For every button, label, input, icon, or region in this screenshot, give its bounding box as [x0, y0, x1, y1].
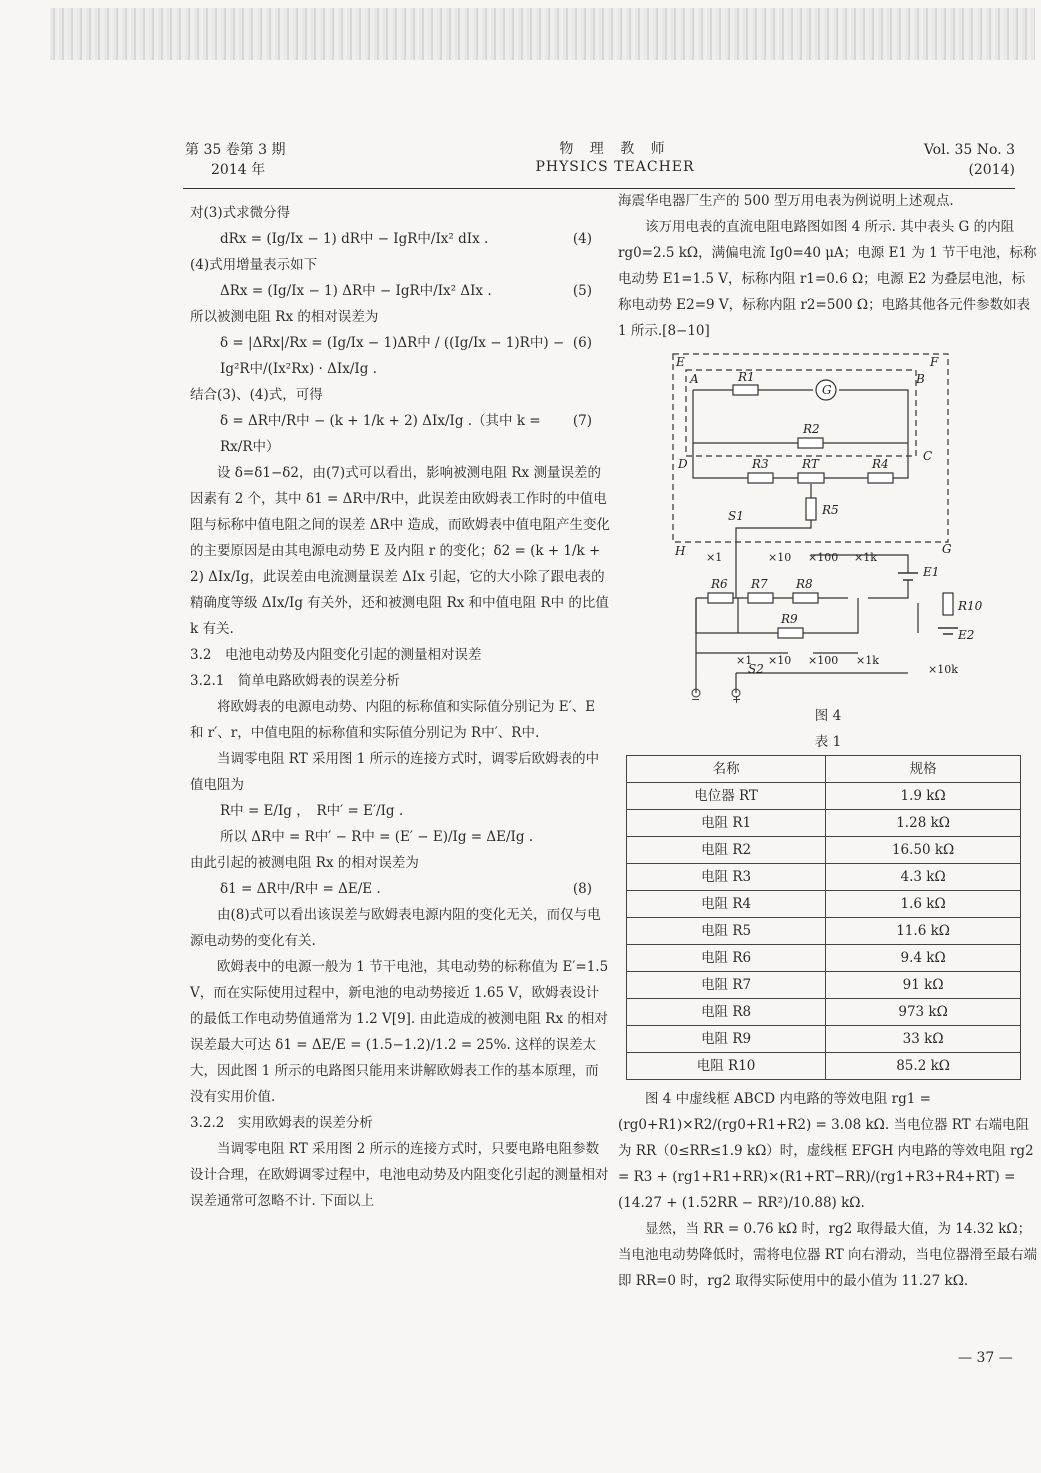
component-spec: 973 kΩ	[826, 999, 1021, 1026]
component-name: 电阻 R9	[627, 1026, 826, 1053]
paragraph: 当调零电阻 RT 采用图 1 所示的连接方式时，调零后欧姆表的中值电阻为	[190, 751, 600, 793]
table-row	[627, 1053, 1021, 1080]
label-RT: RT	[802, 457, 819, 471]
label-R1: R1	[738, 370, 755, 384]
equation-number: (8)	[572, 881, 592, 897]
label-R10: R10	[958, 599, 983, 613]
vol-no: Vol. 35 No. 3	[923, 142, 1015, 158]
column-header: 规格	[826, 756, 1021, 783]
label-R9: R9	[781, 612, 798, 626]
equation-5	[190, 278, 610, 304]
table-row	[627, 837, 1021, 864]
label-R6: R6	[711, 577, 728, 591]
scan-artifact-bar	[50, 8, 1035, 60]
resistor-R10	[943, 593, 953, 615]
volume-issue: 第 35 卷第 3 期	[185, 142, 286, 158]
label-H: H	[675, 544, 686, 558]
equation-number: (6)	[572, 335, 592, 351]
equation-text: ΔRx = (Ig/Ix − 1) ΔR中 − IgR中/Ix² ΔIx .	[220, 283, 492, 299]
label-G: G	[942, 542, 952, 556]
label-E1: E1	[923, 565, 940, 579]
range-label: ×10k	[928, 663, 958, 676]
table-row	[627, 999, 1021, 1026]
year: 2014 年	[211, 162, 266, 178]
equation-7	[190, 408, 610, 460]
label-B: B	[916, 372, 925, 386]
paragraph: 由此引起的被测电阻 Rx 的相对误差为	[190, 855, 419, 871]
equation: R中 = E/Ig ， R中′ = E′/Ig .	[220, 803, 404, 819]
resistor-R4	[868, 473, 893, 483]
label-A: A	[690, 372, 699, 386]
paragraph: 显然，当 RR = 0.76 kΩ 时，rg2 取得最大值，为 14.32 kΩ；当电池电动势降低时，需将电位器 RT 向右滑动，当电位器滑至最右端即 RR=0 时，rg2 取得实际使用中的最小值为 11.27 kΩ.	[618, 1221, 1038, 1289]
equation-number: (4)	[572, 231, 592, 247]
component-name: 电阻 R4	[627, 891, 826, 918]
paragraph: 欧姆表中的电源一般为 1 节干电池，其电动势的标称值为 E′=1.5 V，而在实际使用过程中，新电池的电动势接近 1.65 V，欧姆表设计的最低工作电动势值通常为 1.2 V[9]. 由此造成的被测电阻 Rx 的相对误差最大可达 δ1 = ΔE/E = (1.5−1.2)/1.2 = 25%. 这样的误差太大，因此图 1 所示的电路图只能用来讲解欧姆表工作的基本原理，而没有实用价值.	[190, 959, 609, 1105]
left-column	[190, 200, 610, 1214]
table-row	[627, 918, 1021, 945]
equation-text: δ = |ΔRx|/Rx = (Ig/Ix − 1)ΔR中 / ((Ig/Ix − 1)R中) − Ig²R中/(Ix²Rx) · ΔIx/Ig .	[220, 335, 565, 377]
component-name: 电阻 R7	[627, 972, 826, 999]
paragraph: 该万用电表的直流电阻电路图如图 4 所示. 其中表头 G 的内阻 rg0=2.5 kΩ，满偏电流 Ig0=40 μA；电源 E1 为 1 节干电池，标称电动势 E1=1.5 V，标称内阻 r1=0.6 Ω；电源 E2 为叠层电池，标称电动势 E2=9 V，标称内阻 r2=500 Ω；电路其他各元件参数如表 1 所示.[8−10]	[618, 219, 1037, 339]
table-row	[627, 810, 1021, 837]
component-spec: 85.2 kΩ	[826, 1053, 1021, 1080]
equation-4	[190, 226, 610, 252]
range-label: ×10	[768, 654, 792, 667]
component-spec: 33 kΩ	[826, 1026, 1021, 1053]
paragraph: 当调零电阻 RT 采用图 2 所示的连接方式时，只要电路电阻参数设计合理，在欧姆调零过程中，电池电动势及内阻变化引起的测量相对误差通常可忽略不计. 下面以上	[190, 1141, 609, 1209]
label-R5: R5	[822, 503, 839, 517]
component-spec: 11.6 kΩ	[826, 918, 1021, 945]
resistor-RT	[798, 473, 824, 483]
equation-text: δ1 = ΔR中/R中 = ΔE/E .	[220, 881, 381, 897]
range-label: ×100	[808, 654, 839, 667]
label-minus: −	[691, 693, 701, 703]
journal-title-cn: 物 理 教 师	[559, 141, 671, 157]
component-name: 电位器 RT	[627, 783, 826, 810]
paragraph: 将欧姆表的电源电动势、内阻的标称值和实际值分别记为 E′、E 和 r′、r，中值电阻的标称值和实际值分别记为 R中′、R中.	[190, 699, 596, 741]
label-S2: S2	[748, 662, 764, 676]
subsection-heading: 3.2.2 实用欧姆表的误差分析	[190, 1115, 373, 1131]
label-R7: R7	[751, 577, 768, 591]
table-row	[627, 891, 1021, 918]
component-name: 电阻 R1	[627, 810, 826, 837]
label-C: C	[923, 449, 933, 463]
label-S1: S1	[728, 509, 744, 523]
page-number: — 37 —	[958, 1350, 1013, 1366]
label-R3: R3	[752, 457, 769, 471]
paragraph: 设 δ=δ1−δ2，由(7)式可以看出，影响被测电阻 Rx 测量误差的因素有 2 个，其中 δ1 = ΔR中/R中，此误差由欧姆表工作时的中值电阻与标称中值电阻之间的误差 ΔR中 造成，而欧姆表中值电阻产生变化的主要原因是由其电源电动势 E 及内阻 r 的变化；δ2 = (k + 1/k + 2) ΔIx/Ig，此误差由电流测量误差 ΔIx 引起，它的大小除了跟电表的精确度等级 ΔIx/Ig 有关外，还和被测电阻 Rx 和中值电阻 R中 的比值 k 有关.	[190, 465, 610, 637]
range-label: ×1k	[854, 551, 877, 564]
component-spec: 9.4 kΩ	[826, 945, 1021, 972]
circuit-diagram	[618, 348, 1038, 703]
resistor-R6	[708, 593, 733, 603]
label-D: D	[678, 457, 688, 471]
table-row	[627, 783, 1021, 810]
label-meter-G: G	[822, 383, 832, 397]
component-spec: 16.50 kΩ	[826, 837, 1021, 864]
component-name: 电阻 R2	[627, 837, 826, 864]
paragraph: 结合(3)、(4)式，可得	[190, 387, 323, 403]
label-F: F	[930, 355, 939, 369]
table-row	[627, 1026, 1021, 1053]
section-heading: 3.2 电池电动势及内阻变化引起的测量相对误差	[190, 647, 482, 663]
header-left	[185, 140, 286, 180]
component-spec: 91 kΩ	[826, 972, 1021, 999]
label-R4: R4	[872, 457, 889, 471]
equation: 所以 ΔR中 = R中′ − R中 = (E′ − E)/Ig = ΔE/Ig .	[220, 829, 534, 845]
page-header	[185, 140, 1015, 190]
range-label: ×1	[736, 654, 753, 667]
range-label: ×1	[706, 551, 723, 564]
figure-caption: 图 4	[814, 708, 842, 724]
paragraph: (4)式用增量表示如下	[190, 257, 318, 273]
equation-text: dRx = (Ig/Ix − 1) dR中 − IgR中/Ix² dIx .	[220, 231, 489, 247]
resistor-R9	[778, 628, 803, 638]
header-right	[924, 140, 1015, 180]
table-caption: 表 1	[814, 734, 842, 750]
component-spec: 1.9 kΩ	[826, 783, 1021, 810]
component-name: 电阻 R6	[627, 945, 826, 972]
equation-number: (7)	[572, 413, 592, 429]
range-label: ×1k	[856, 654, 879, 667]
table-row	[627, 972, 1021, 999]
label-E2: E2	[958, 628, 975, 642]
component-spec: 1.6 kΩ	[826, 891, 1021, 918]
paragraph: 海震华电器厂生产的 500 型万用电表为例说明上述观点.	[618, 193, 954, 209]
paragraph: 图 4 中虚线框 ABCD 内电路的等效电阻 rg1 = (rg0+R1)×R2/(rg0+R1+R2) = 3.08 kΩ. 当电位器 RT 右端电阻为 RR（0≤RR≤1.9 kΩ）时，虚线框 EFGH 内电路的等效电阻 rg2 = R3 + (rg1+R1+RR)×(R1+RT−RR)/(rg1+R3+R4+RT) = (14.27 + (1.52RR − RR²)/10.88) kΩ.	[618, 1091, 1034, 1211]
component-name: 电阻 R10	[627, 1053, 826, 1080]
subsection-heading: 3.2.1 简单电路欧姆表的误差分析	[190, 673, 400, 689]
label-R2: R2	[803, 422, 820, 436]
paragraph: 由(8)式可以看出该误差与欧姆表电源内阻的变化无关，而仅与电源电动势的变化有关.	[190, 907, 601, 949]
column-header: 名称	[627, 756, 826, 783]
range-label: ×100	[808, 551, 839, 564]
component-spec: 1.28 kΩ	[826, 810, 1021, 837]
component-name: 电阻 R8	[627, 999, 826, 1026]
resistor-R8	[793, 593, 818, 603]
component-spec: 4.3 kΩ	[826, 864, 1021, 891]
resistor-R5	[806, 498, 816, 520]
right-column	[618, 188, 1038, 1294]
label-E: E	[676, 355, 685, 369]
table-header-row	[627, 756, 1021, 783]
year-paren: (2014)	[968, 162, 1015, 178]
resistor-R7	[748, 593, 773, 603]
equation-text: δ = ΔR中/R中 − (k + 1/k + 2) ΔIx/Ig .（其中 k = Rx/R中）	[220, 413, 541, 455]
range-label: ×10	[768, 551, 792, 564]
resistor-R3	[748, 473, 773, 483]
component-name: 电阻 R5	[627, 918, 826, 945]
label-plus: +	[732, 693, 742, 703]
component-table	[626, 755, 1021, 1080]
resistor-R2	[798, 438, 823, 448]
label-R8: R8	[796, 577, 813, 591]
equation-8	[190, 876, 610, 902]
journal-title-en: PHYSICS TEACHER	[535, 159, 695, 175]
table-row	[627, 864, 1021, 891]
resistor-R1	[733, 385, 758, 395]
equation-number: (5)	[572, 283, 592, 299]
component-name: 电阻 R3	[627, 864, 826, 891]
equation-6	[190, 330, 610, 382]
table-row	[627, 945, 1021, 972]
paragraph: 对(3)式求微分得	[190, 205, 291, 221]
header-center	[495, 140, 735, 176]
paragraph: 所以被测电阻 Rx 的相对误差为	[190, 309, 379, 325]
